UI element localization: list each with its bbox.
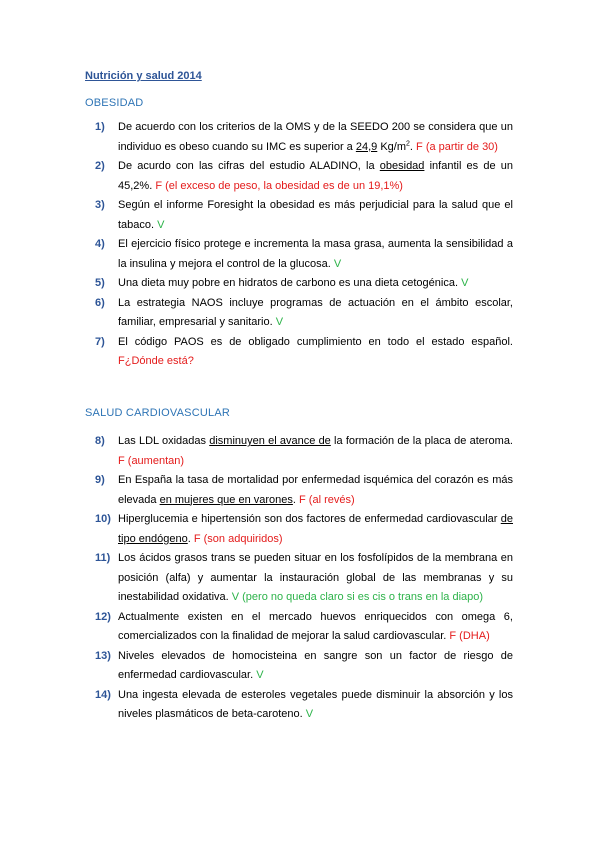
question-item [95, 235, 513, 274]
answer-false: F (a partir de 30) [416, 140, 498, 153]
question-number: 13) [95, 649, 111, 662]
document-title: Nutrición y salud 2014 [85, 70, 202, 82]
question-text: Una ingesta elevada de esteroles vegetales puede disminuir la absorción y los niveles plasmáticos de beta-caroteno. V [118, 688, 513, 720]
question-text: Según el informe Foresight la obesidad es más perjudicial para la salud que el tabaco. V [118, 199, 513, 231]
question-text: De acurdo con las cifras del estudio ALADINO, la obesidad infantil es de un 45,2%. F (el exceso de peso, la obesidad es de un 19,1%) [118, 160, 513, 192]
answer-true: V [305, 708, 314, 720]
question-text: El código PAOS es de obligado cumplimiento en todo el estado español. F¿Dónde está? [118, 335, 513, 367]
answer-true: V [333, 257, 342, 270]
answer-false: F (aumentan) [118, 454, 185, 467]
question-item [95, 157, 513, 196]
answer-true: V (pero no queda claro si es cis o trans en la diapo) [231, 591, 484, 603]
question-number: 8) [95, 435, 105, 447]
answer-false: F (el exceso de peso, la obesidad es de un 19,1%) [155, 179, 403, 192]
question-number: 2) [95, 160, 105, 172]
question-list-obesidad [95, 118, 513, 372]
answer-true: V [275, 316, 284, 328]
section-heading-obesidad: OBESIDAD [85, 97, 144, 109]
question-text: En España la tasa de mortalidad por enfermedad isquémica del corazón es más elevada en mujeres que en varones. F (al revés) [118, 474, 513, 506]
answer-false: F (al revés) [299, 493, 355, 506]
question-number: 14) [95, 688, 111, 701]
question-number: 7) [95, 335, 105, 348]
question-list-cardiovascular [95, 432, 513, 725]
question-number: 1) [95, 121, 105, 133]
answer-false: F (DHA) [449, 630, 490, 642]
question-text: Las LDL oxidadas disminuyen el avance de la formación de la placa de ateroma. F (aumentan) [118, 435, 513, 467]
question-number: 5) [95, 277, 105, 289]
question-item [95, 432, 513, 471]
question-text: Niveles elevados de homocisteina en sangre son un factor de riesgo de enfermedad cardiovascular. V [118, 649, 513, 681]
question-item [95, 510, 513, 549]
section-heading-salud-cardiovascular: SALUD CARDIOVASCULAR [85, 407, 230, 419]
question-item [95, 196, 513, 235]
question-text: Actualmente existen en el mercado huevos enriquecidos con omega 6, comercializados con la finalidad de mejorar la salud cardiovascular. F (DHA) [118, 610, 513, 642]
question-text: Una dieta muy pobre en hidratos de carbono es una dieta cetogénica. V [118, 277, 469, 289]
question-text: Los ácidos grasos trans se pueden situar en los fosfolípidos de la membrana en posición (alfa) y aumentar la instauración global de las membranas y su inestabilidad oxidativa. V (pero no queda claro si es cis o trans en la diapo) [118, 552, 513, 603]
question-item [95, 549, 513, 608]
answer-false: F¿Dónde está? [118, 355, 194, 367]
question-number: 6) [95, 296, 105, 309]
question-text: La estrategia NAOS incluye programas de actuación en el ámbito escolar, familiar, empresarial y sanitario. V [118, 296, 513, 328]
answer-false: F (son adquiridos) [193, 532, 283, 545]
question-text: El ejercicio físico protege e incrementa la masa grasa, aumenta la sensibilidad a la insulina y mejora el control de la glucosa. V [118, 238, 513, 270]
question-item [95, 333, 513, 372]
question-text: De acuerdo con los criterios de la OMS y de la SEEDO 200 se considera que un individuo es obeso cuando su IMC es superior a 24,9 $Kg/m^2$. F (a partir de 30) [118, 121, 513, 153]
question-text: Hiperglucemia e hipertensión son dos factores de enfermedad cardiovascular de tipo endógeno. F (son adquiridos) [118, 513, 513, 545]
answer-true: V [157, 218, 165, 231]
question-number: 12) [95, 610, 111, 623]
question-number: 4) [95, 238, 105, 250]
answer-true: V [461, 277, 469, 289]
question-item [95, 118, 513, 157]
question-item [95, 471, 513, 510]
question-number: 9) [95, 474, 105, 486]
question-item [95, 686, 513, 725]
question-item [95, 608, 513, 647]
question-number: 11) [95, 552, 111, 564]
question-number: 3) [95, 199, 105, 211]
answer-true: V [256, 669, 264, 681]
question-item [95, 294, 513, 333]
question-number: 10) [95, 513, 111, 525]
question-item [95, 274, 513, 294]
question-item [95, 647, 513, 686]
